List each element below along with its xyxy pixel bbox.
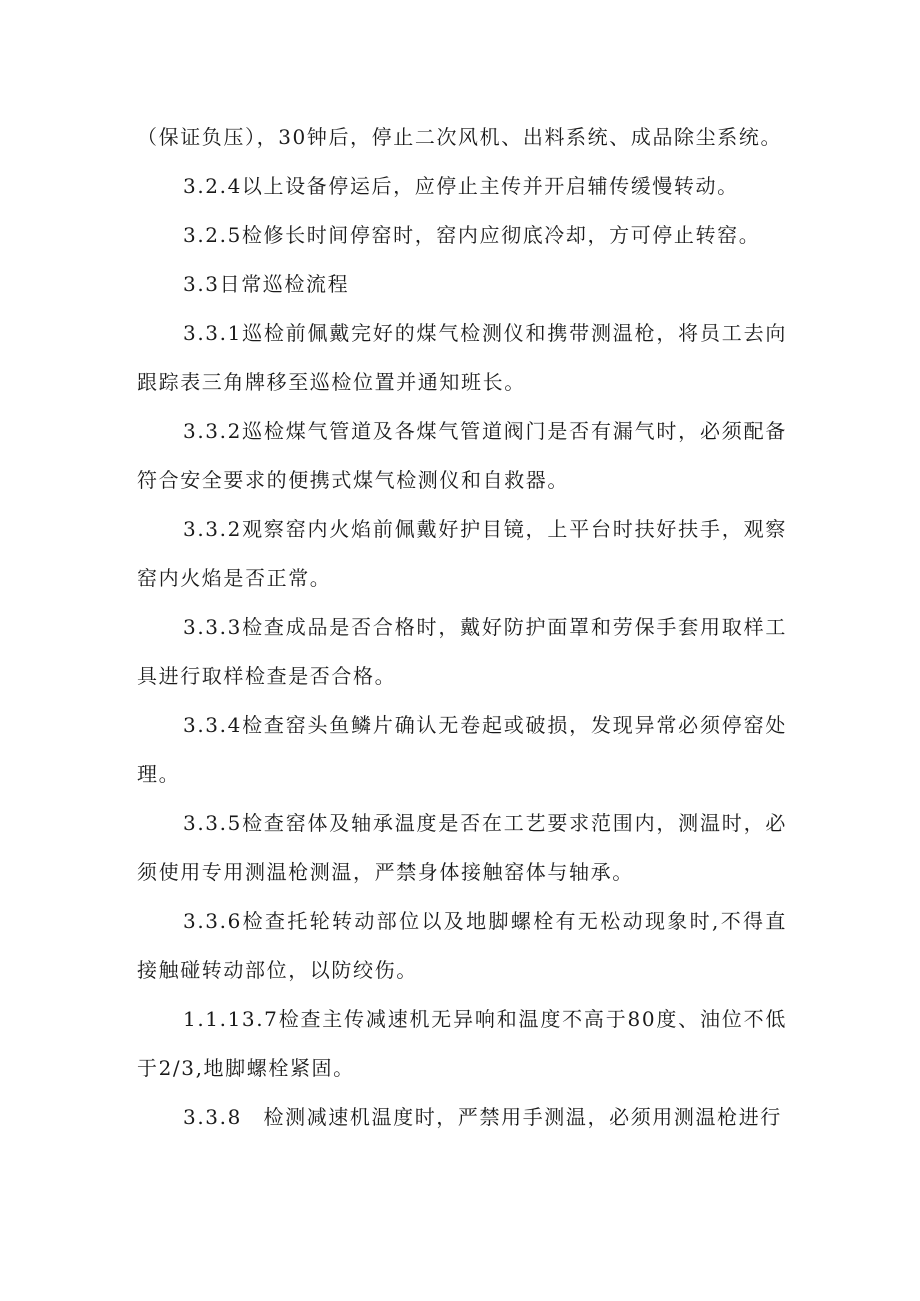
section-heading-3-3: 3.3日常巡检流程 [183,272,350,296]
paragraph-3-3-2-flame: 3.3.2观察窑内火焰前佩戴好护目镜，上平台时扶好扶手，观察窑内火焰是否正常。 [137,517,787,590]
paragraph-3-3-7: 1.1.13.7检查主传减速机无异响和温度不高于80度、油位不低于2/3,地脚螺栓紧固。 [137,1007,787,1080]
paragraph-3-3-8: 3.3.8 检测减速机温度时，严禁用手测温，必须用测温枪进行 [183,1105,782,1129]
paragraph-3-3-4: 3.3.4检查窑头鱼鳞片确认无卷起或破损，发现异常必须停窑处理。 [137,713,787,786]
paragraph-3-3-3: 3.3.3检查成品是否合格时，戴好防护面罩和劳保手套用取样工具进行取样检查是否合格。 [137,615,787,688]
paragraph-3-2-4: 3.2.4以上设备停运后，应停止主传并开启辅传缓慢转动。 [183,174,739,198]
paragraph-continuation: （保证负压），30钟后，停止二次风机、出料系统、成品除尘系统。 [137,125,783,149]
paragraph-3-3-2-gas: 3.3.2巡检煤气管道及各煤气管道阀门是否有漏气时，必须配备符合安全要求的便携式煤气检测仪和自救器。 [137,419,787,492]
paragraph-3-2-5: 3.2.5检修长时间停窑时，窑内应彻底冷却，方可停止转窑。 [183,223,761,247]
paragraph-3-3-6: 3.3.6检查托轮转动部位以及地脚螺栓有无松动现象时,不得直接触碰转动部位，以防绞伤。 [137,909,787,982]
paragraph-3-3-5: 3.3.5检查窑体及轴承温度是否在工艺要求范围内，测温时，必须使用专用测温枪测温，严禁身体接触窑体与轴承。 [137,811,787,884]
document-body [137,113,787,1142]
paragraph-3-3-1: 3.3.1巡检前佩戴完好的煤气检测仪和携带测温枪，将员工去向跟踪表三角牌移至巡检位置并通知班长。 [137,321,787,394]
